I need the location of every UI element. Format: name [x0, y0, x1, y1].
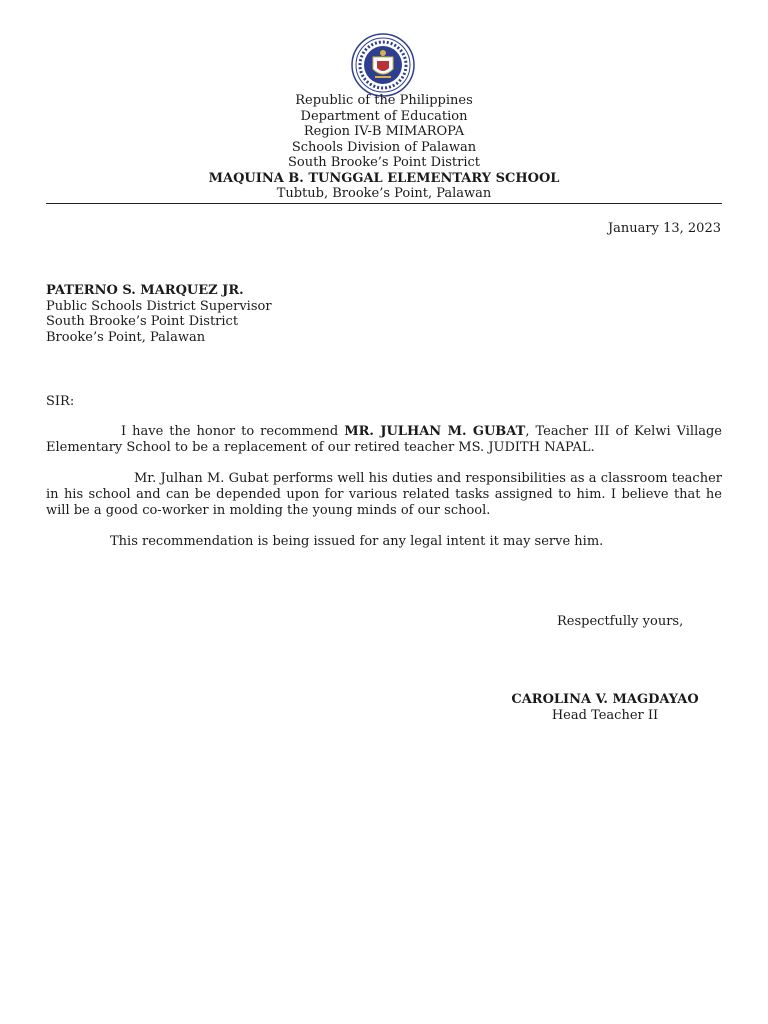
letterhead-address: Tubtub, Brooke’s Point, Palawan	[276, 186, 492, 201]
letterhead	[0, 93, 768, 202]
signature-block	[505, 692, 705, 724]
p1-text-b: , Teacher III of Kelwi Village Elementary School to be a replacement of our retired teacher MS. JUDITH NAPAL.	[46, 424, 722, 455]
closing: Respectfully yours,	[557, 614, 684, 629]
recipient-district: South Brooke’s Point District	[46, 314, 239, 329]
salutation: SIR:	[46, 394, 75, 409]
letter-date: January 13, 2023	[607, 221, 721, 236]
letterhead-school-name: MAQUINA B. TUNGGAL ELEMENTARY SCHOOL	[208, 170, 560, 186]
letterhead-division: Schools Division of Palawan	[291, 139, 477, 155]
deped-seal-icon	[351, 33, 415, 97]
letterhead-district: South Brooke’s Point District	[287, 155, 481, 170]
recipient-block	[46, 283, 272, 345]
p1-text-a: I have the honor to recommend	[121, 424, 345, 439]
body-paragraph-3: This recommendation is being issued for any legal intent it may serve him.	[110, 534, 604, 549]
letterhead-divider	[46, 203, 722, 204]
body-paragraph-1	[46, 424, 722, 456]
body-paragraph-2: Mr. Julhan M. Gubat performs well his duties and responsibilities as a classroom teacher in his school and can be depended upon for various related tasks assigned to him. I believe that he will be a good co-worker in molding the young minds of our school.	[46, 471, 722, 518]
letterhead-region: Region IV-B MIMAROPA	[303, 124, 465, 139]
letterhead-department: Department of Education	[300, 108, 468, 124]
candidate-name: MR. JULHAN M. GUBAT	[344, 424, 526, 439]
letterhead-republic: Republic of the Philippines	[295, 93, 473, 108]
recipient-name: PATERNO S. MARQUEZ JR.	[46, 283, 244, 298]
signatory-title: Head Teacher II	[551, 708, 659, 723]
recipient-title: Public Schools District Supervisor	[46, 298, 272, 314]
signatory-name: CAROLINA V. MAGDAYAO	[511, 692, 699, 707]
recipient-location: Brooke’s Point, Palawan	[46, 329, 206, 345]
